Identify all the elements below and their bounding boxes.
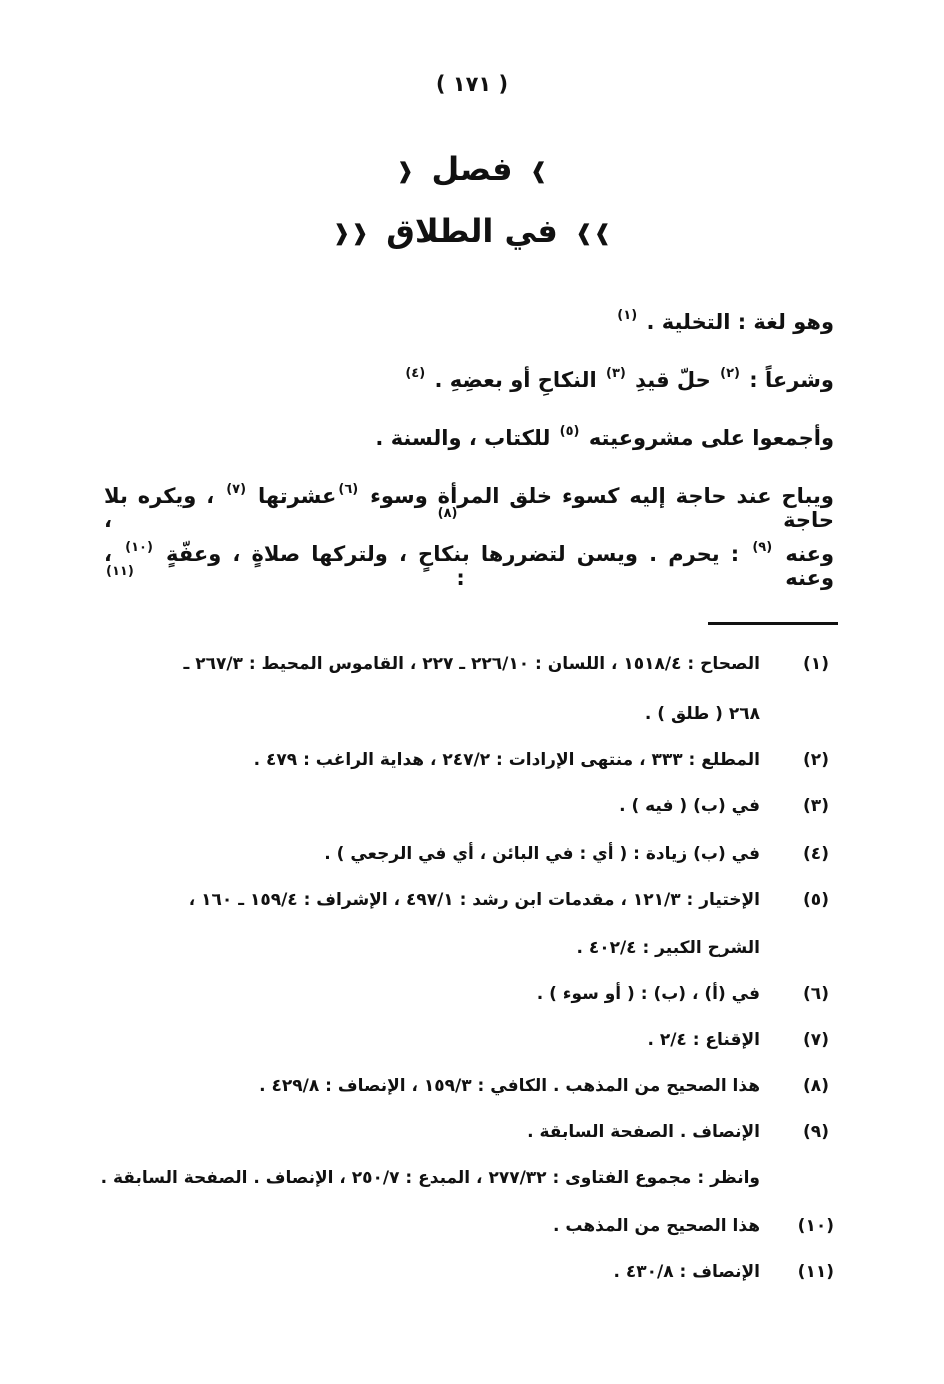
footnote-text: هذا الصحيح من المذهب . الكافي : ١٥٩/٣ ، الإنصاف : ٤٢٩/٨ . <box>259 1076 760 1096</box>
ornament-double-left-icon: ❰❰ <box>332 220 370 246</box>
footnote-text: الإقناع : ٢/٤ . <box>647 1030 760 1050</box>
body-line-4 <box>104 484 834 532</box>
body-line-3-part2: للكتاب ، والسنة . <box>375 426 551 450</box>
footnote-ref-11: (١١) <box>106 564 134 579</box>
footnote-ref-5: (٥) <box>559 424 580 439</box>
footnote-text: في (ب) ( فيه ) . <box>619 796 760 816</box>
footnote-ref-3: (٣) <box>606 366 626 381</box>
footnote-number: (٣) <box>803 796 829 816</box>
footnote-number: (٢) <box>803 750 829 770</box>
body-line-4-part1: ويباح عند حاجة إليه كسوء خلق المرأة وسوء <box>370 484 834 508</box>
body-line-5 <box>104 542 834 590</box>
footnote-text: الإنصاف : ٤٣٠/٨ . <box>613 1262 760 1282</box>
body-line-4-part2: عشرتها <box>257 484 337 508</box>
footnote-text: هذا الصحيح من المذهب . <box>552 1216 760 1236</box>
footnote-ref-2: (٢) <box>720 366 740 381</box>
body-line-2-part3: النكاحِ أو بعضِهِ . <box>434 368 597 392</box>
footnote-number: (١٠) <box>797 1216 834 1236</box>
body-line-3-part1: وأجمعوا على مشروعيته <box>588 426 834 450</box>
footnote-ref-8: (٨) <box>437 506 458 521</box>
footnote-text: الإختيار : ١٢١/٣ ، مقدمات ابن رشد : ٤٩٧/١ ، الإشراف : ١٥٩/٤ ـ ١٦٠ ، <box>188 890 760 910</box>
footnote-number: (٥) <box>803 890 829 910</box>
body-line-2 <box>104 368 834 392</box>
body-line-2-part1: وشرعاً : <box>749 368 834 392</box>
chapter-title: في الطلاق <box>386 212 558 250</box>
body-line-2-part2: حلّ قيدِ <box>635 368 711 392</box>
footnote-text: الشرح الكبير : ٤٠٢/٤ . <box>576 938 760 958</box>
footnote-number: (٨) <box>803 1076 829 1096</box>
footnote-ref-7: (٧) <box>226 482 247 497</box>
section-title: فصل <box>431 150 513 188</box>
footnote-number: (٤) <box>803 844 829 864</box>
footnote-text: وانظر : مجموع الفتاوى : ٢٧٧/٣٢ ، المبدع : ٢٥٠/٧ ، الإنصاف . الصفحة السابقة . <box>100 1168 760 1188</box>
footnote-text: في (أ) ، (ب) : ( أو سوء ) . <box>536 984 760 1004</box>
ornament-right-icon: ❱ <box>529 158 549 184</box>
footnote-text: المطلع : ٣٣٣ ، منتهى الإرادات : ٢٤٧/٢ ، هداية الراغب : ٤٧٩ . <box>253 750 760 770</box>
footnote-number: (١) <box>803 654 829 674</box>
page-number: ( ١٧١ ) <box>435 72 509 96</box>
footnote-ref-1: (١) <box>617 308 638 323</box>
footnote-text: الإنصاف . الصفحة السابقة . <box>527 1122 760 1142</box>
footnote-ref-4: (٤) <box>405 366 426 381</box>
section-title-block <box>0 150 944 188</box>
body-line-1 <box>104 310 834 334</box>
footnote-number: (٧) <box>803 1030 829 1050</box>
footnote-number: (١١) <box>797 1262 834 1282</box>
footnote-separator <box>708 622 838 625</box>
body-line-4-part4: ، <box>104 508 112 532</box>
footnote-text: في (ب) زيادة : ( أي : في البائن ، أي في الرجعي ) . <box>324 844 760 864</box>
footnote-number: (٩) <box>803 1122 829 1142</box>
footnote-ref-10: (١٠) <box>125 540 153 555</box>
footnote-ref-6: (٦) <box>338 482 359 497</box>
body-line-5-part1: وعنه <box>785 542 835 566</box>
footnote-text: ٢٦٨ ( طلق ) . <box>644 704 760 724</box>
footnote-number: (٦) <box>803 984 829 1004</box>
body-line-5-part3: ، وعنه : <box>104 542 835 590</box>
ornament-left-icon: ❰ <box>395 158 415 184</box>
body-line-3 <box>104 426 834 450</box>
ornament-double-right-icon: ❱❱ <box>574 220 612 246</box>
body-line-4-part3: ، ويكره بلا حاجة <box>104 484 834 532</box>
body-line-1-text: وهو لغة : التخلية . <box>646 310 834 334</box>
chapter-title-block <box>0 212 944 250</box>
footnote-text: الصحاح : ١٥١٨/٤ ، اللسان : ٢٢٦/١٠ ـ ٢٢٧ ، القاموس المحيط : ٢٦٧/٣ ـ <box>183 654 760 674</box>
body-line-5-part2: : يحرم . ويسن لتضررها بنكاحٍ ، ولتركها صلاةٍ ، وعفّةٍ <box>166 542 740 566</box>
footnote-ref-9: (٩) <box>752 540 773 555</box>
